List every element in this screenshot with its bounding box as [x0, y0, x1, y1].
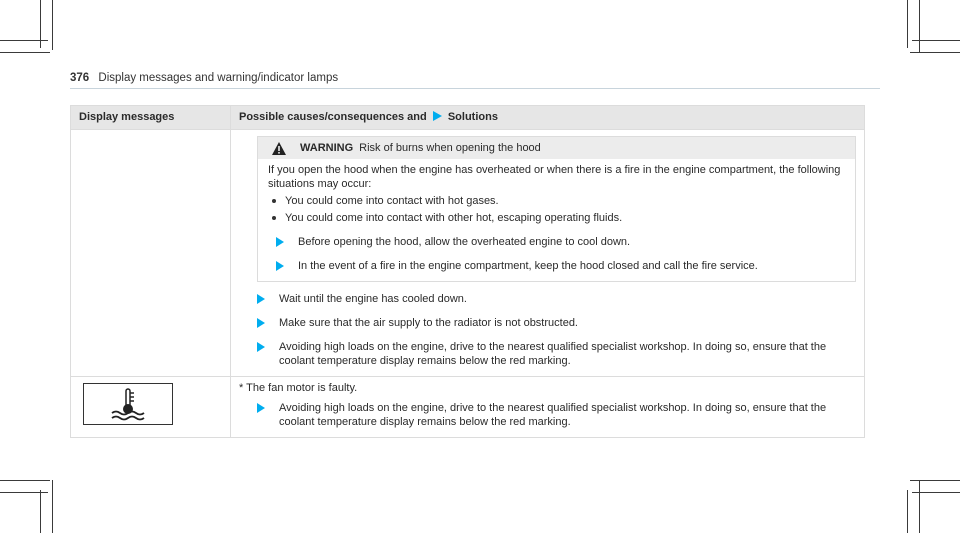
solutions-arrow-icon: [433, 111, 442, 121]
page-title: Display messages and warning/indicator lamps: [98, 72, 339, 84]
step-arrow-icon: [257, 318, 265, 328]
crop-mark: [0, 40, 48, 41]
step-arrow-icon: [257, 403, 265, 413]
cause-text: * The fan motor is faulty.: [239, 382, 358, 394]
step-text: Avoiding high loads on the engine, drive to the nearest qualified specialist workshop. In doing so, ensure that the coolant temperature display remains below the red marking.: [279, 402, 827, 428]
crop-mark: [52, 0, 53, 50]
crop-mark: [0, 480, 50, 481]
display-message-cell-empty: [71, 130, 231, 377]
warning-title-bar: [258, 137, 855, 159]
table-row: [71, 377, 865, 438]
causes-cell: [231, 377, 865, 438]
col-header-causes-text: Possible causes/consequences and: [239, 111, 427, 123]
crop-mark: [907, 490, 908, 533]
step-arrow-icon: [257, 342, 265, 352]
col-header-display-messages: Display messages: [71, 106, 231, 130]
warning-step: [268, 259, 845, 273]
solution-step: [249, 340, 856, 368]
solution-step: [249, 401, 856, 429]
solution-step: [249, 292, 856, 306]
solution-steps: [231, 401, 864, 433]
step-text: Avoiding high loads on the engine, drive to the nearest qualified specialist workshop. In doing so, ensure that the coolant temperature display remains below the red marking.: [279, 341, 827, 367]
crop-mark: [919, 480, 920, 533]
crop-mark: [0, 492, 48, 493]
crop-mark: [910, 480, 960, 481]
step-text: Before opening the hood, allow the overheated engine to cool down.: [298, 236, 631, 248]
list-item: You could come into contact with hot gases.: [268, 194, 845, 208]
coolant-temperature-icon: [83, 383, 173, 425]
warning-title: Risk of burns when opening the hood: [359, 142, 541, 154]
warning-intro: If you open the hood when the engine has overheated or when there is a fire in the engine compartment, the following situations may occur:: [268, 164, 841, 190]
col-header-causes: [231, 106, 865, 130]
page-number: 376: [70, 72, 90, 84]
step-text: In the event of a fire in the engine compartment, keep the hood closed and call the fire service.: [298, 260, 758, 272]
warning-label: WARNING: [300, 142, 354, 154]
crop-mark: [910, 52, 960, 53]
warning-box: [257, 136, 856, 282]
step-arrow-icon: [257, 294, 265, 304]
step-text: Make sure that the air supply to the radiator is not obstructed.: [279, 317, 578, 329]
step-arrow-icon: [276, 261, 284, 271]
step-text: Wait until the engine has cooled down.: [279, 293, 467, 305]
crop-mark: [919, 0, 920, 52]
list-item: You could come into contact with other hot, escaping operating fluids.: [268, 211, 845, 225]
warning-body: [258, 159, 855, 281]
table-row: [71, 130, 865, 377]
crop-mark: [52, 480, 53, 533]
page-header: [70, 72, 338, 84]
solution-steps: [231, 292, 864, 372]
step-arrow-icon: [276, 237, 284, 247]
warning-step: [268, 235, 845, 249]
thermometer-icon: [108, 387, 148, 421]
table-header-row: [71, 106, 865, 130]
warning-triangle-icon: [272, 142, 286, 155]
display-messages-table: [70, 105, 865, 438]
crop-mark: [907, 0, 908, 48]
crop-mark: [0, 52, 50, 53]
solution-step: [249, 316, 856, 330]
header-divider: [70, 88, 880, 89]
crop-mark: [40, 490, 41, 533]
col-header-solutions: Solutions: [447, 111, 498, 123]
causes-cell: [231, 130, 865, 377]
display-message-cell: [71, 377, 231, 438]
warning-bullet-list: [268, 194, 845, 225]
